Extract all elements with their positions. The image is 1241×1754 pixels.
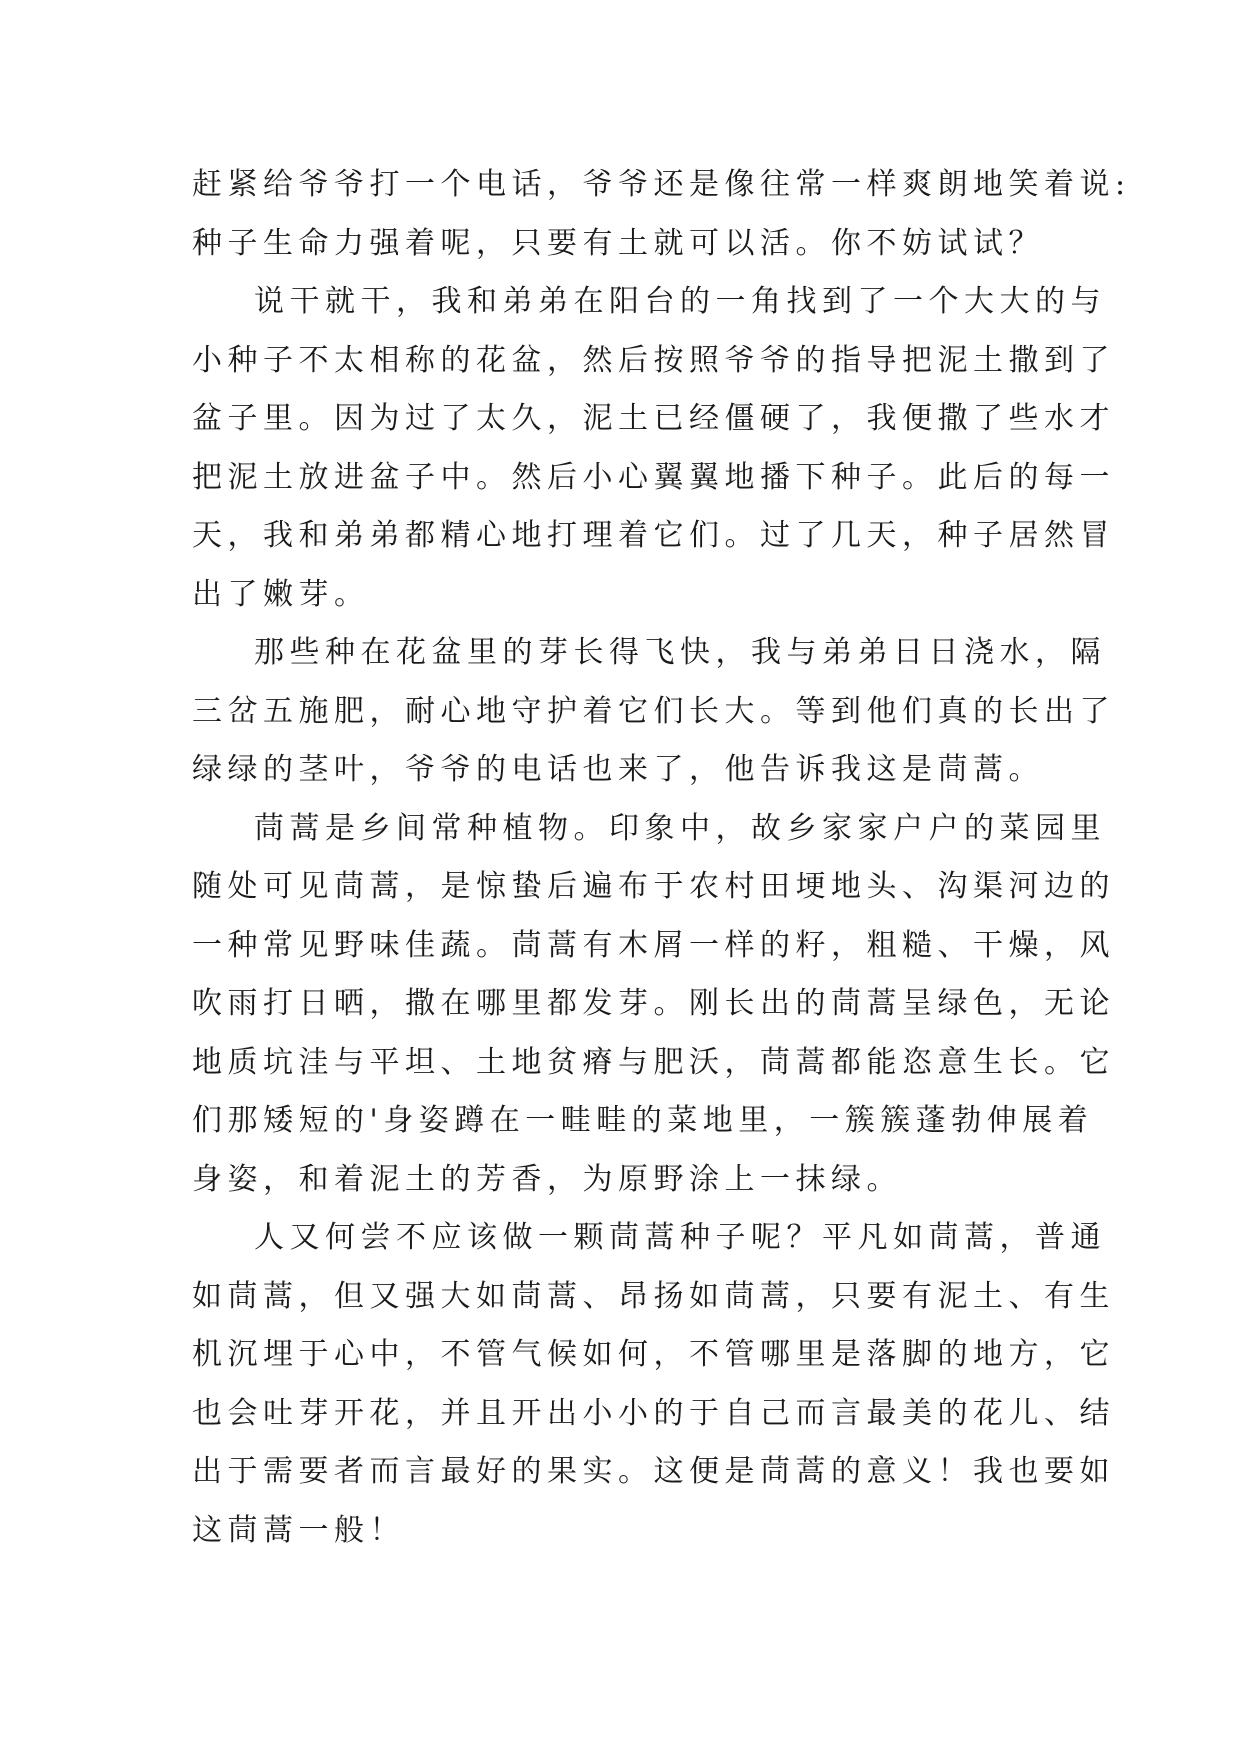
text-line: 们那矮短的'身姿蹲在一畦畦的菜地里，一簇簇蓬勃伸展着 bbox=[192, 1103, 1094, 1138]
text-line: 也会吐芽开花，并且开出小小的于自己而言最美的花儿、结 bbox=[192, 1395, 1115, 1431]
text-line: 机沉埋于心中，不管气候如何，不管哪里是落脚的地方，它 bbox=[192, 1337, 1115, 1372]
text-line: 盆子里。因为过了太久，泥土已经僵硬了，我便撒了些水才 bbox=[192, 401, 1115, 436]
text-line: 天，我和弟弟都精心地打理着它们。过了几天，种子居然冒 bbox=[192, 518, 1115, 553]
text-line: 种子生命力强着呢，只要有土就可以活。你不妨试试？ bbox=[192, 225, 1044, 261]
text-line: 地质坑洼与平坦、土地贫瘠与肥沃，茼蒿都能恣意生长。它 bbox=[192, 1044, 1115, 1080]
paragraph-start-line: 说干就干，我和弟弟在阳台的一角找到了一个大大的与 bbox=[254, 284, 1106, 319]
text-line: 吹雨打日晒，撒在哪里都发芽。刚长出的茼蒿呈绿色，无论 bbox=[192, 986, 1115, 1021]
text-line: 身姿，和着泥土的芳香，为原野涂上一抹绿。 bbox=[192, 1161, 902, 1197]
text-line: 赶紧给爷爷打一个电话，爷爷还是像往常一样爽朗地笑着说: bbox=[192, 167, 1131, 202]
text-line: 三岔五施肥，耐心地守护着它们长大。等到他们真的长出了 bbox=[192, 693, 1115, 729]
text-line: 一种常见野味佳蔬。茼蒿有木屑一样的籽，粗糙、干燥，风 bbox=[192, 927, 1115, 963]
text-line: 绿绿的茎叶，爷爷的电话也来了，他告诉我这是茼蒿。 bbox=[192, 752, 1044, 787]
text-line: 小种子不太相称的花盆，然后按照爷爷的指导把泥土撒到了 bbox=[192, 342, 1115, 378]
paragraph-start-line: 人又何尝不应该做一颗茼蒿种子呢？平凡如茼蒿，普通 bbox=[254, 1220, 1106, 1255]
paragraph-start-line: 那些种在花盆里的芽长得飞快，我与弟弟日日浇水，隔 bbox=[254, 635, 1106, 670]
text-line: 出了嫩芽。 bbox=[192, 576, 370, 612]
text-line: 出于需要者而言最好的果实。这便是茼蒿的意义！我也要如 bbox=[192, 1454, 1115, 1489]
text-line: 如茼蒿，但又强大如茼蒿、昂扬如茼蒿，只要有泥土、有生 bbox=[192, 1278, 1115, 1314]
text-line: 随处可见茼蒿，是惊蛰后遍布于农村田埂地头、沟渠河边的 bbox=[192, 869, 1115, 904]
text-line: 这茼蒿一般！ bbox=[192, 1512, 405, 1548]
text-line: 把泥土放进盆子中。然后小心翼翼地播下种子。此后的每一 bbox=[192, 459, 1115, 495]
article-body bbox=[192, 156, 1131, 1560]
paragraph-start-line: 茼蒿是乡间常种植物。印象中，故乡家家户户的菜园里 bbox=[254, 810, 1106, 846]
